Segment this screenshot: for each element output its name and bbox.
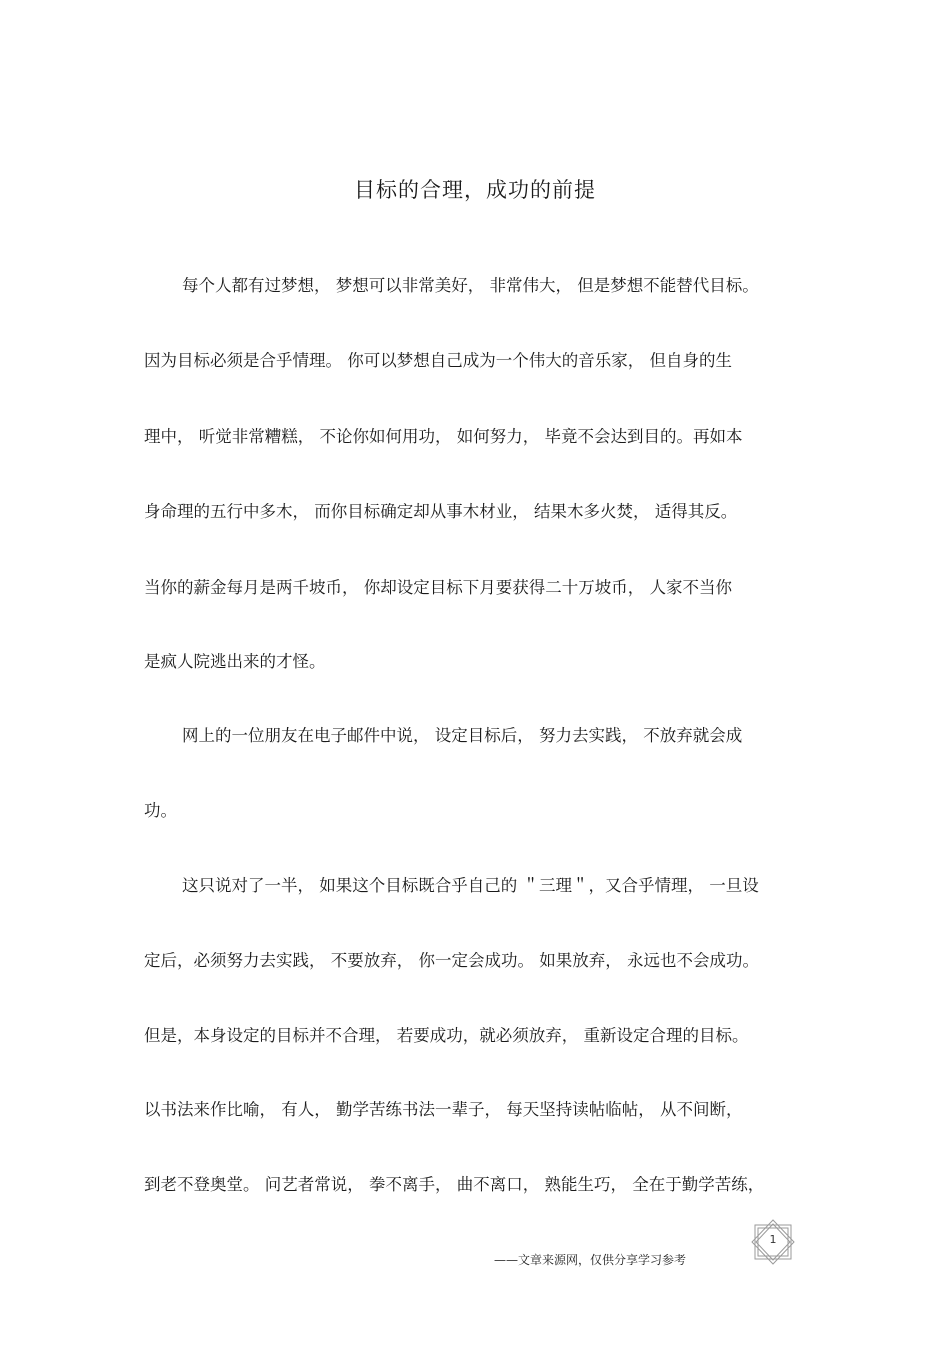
paragraph-line: 是疯人院逃出来的才怪。 (144, 652, 326, 671)
paragraph-line: 身命理的五行中多木， 而你目标确定却从事木材业， 结果木多火焚， 适得其反。 (144, 502, 738, 521)
paragraph-line: 功。 (144, 801, 177, 820)
paragraph-line: 定后，必须努力去实践， 不要放弃， 你一定会成功。 如果放弃， 永远也不会成功。 (144, 951, 759, 970)
page-number-badge (749, 1219, 797, 1265)
source-note: ——文章来源网，仅供分享学习参考 (494, 1253, 687, 1267)
paragraph-line: 因为目标必须是合乎情理。 你可以梦想自己成为一个伟大的音乐家， 但自身的生 (144, 351, 732, 370)
paragraph-line: 理中， 听觉非常糟糕， 不论你如何用功， 如何努力， 毕竟不会达到目的。再如本 (144, 427, 743, 446)
paragraph-line: 这只说对了一半， 如果这个目标既合乎自己的 ＂三理＂，又合乎情理， 一旦设 (182, 876, 759, 895)
paragraph-line: 网上的一位朋友在电子邮件中说， 设定目标后， 努力去实践， 不放弃就会成 (182, 726, 743, 745)
paragraph-line: 每个人都有过梦想， 梦想可以非常美好， 非常伟大， 但是梦想不能替代目标。 (182, 276, 759, 295)
paragraph-line: 以书法来作比喻， 有人， 勤学苦练书法一辈子， 每天坚持读帖临帖， 从不间断， (144, 1100, 743, 1119)
paragraph-line: 到老不登奥堂。 问艺者常说， 拳不离手， 曲不离口， 熟能生巧， 全在于勤学苦练， (144, 1175, 765, 1194)
paragraph-line: 但是，本身设定的目标并不合理， 若要成功，就必须放弃， 重新设定合理的目标。 (144, 1026, 749, 1045)
document-title: 目标的合理，成功的前提 (354, 178, 596, 202)
paragraph-line: 当你的薪金每月是两千坡币， 你却设定目标下月要获得二十万坡币， 人家不当你 (144, 578, 732, 597)
page-number: 1 (769, 1233, 777, 1246)
